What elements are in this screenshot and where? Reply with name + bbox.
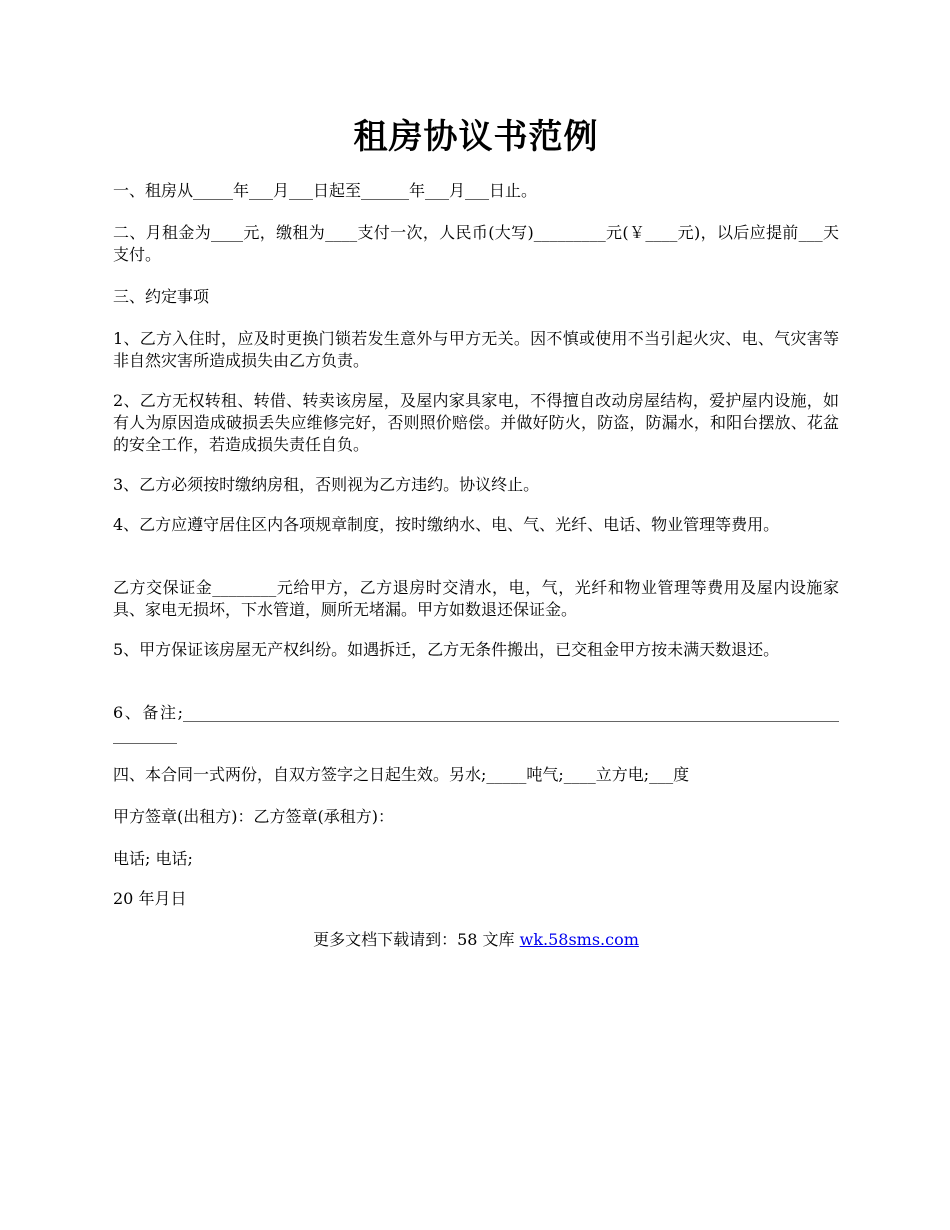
clause-deposit: 乙方交保证金________元给甲方，乙方退房时交清水，电，气，光纤和物业管理等费用及屋内设施家具、家电无损坏，下水管道，厕所无堵漏。甲方如数退还保证金。 bbox=[113, 578, 839, 619]
document-title: 租房协议书范例 bbox=[353, 117, 599, 157]
footer bbox=[113, 929, 839, 951]
clause-item-5: 5、甲方保证该房屋无产权纠纷。如遇拆迁，乙方无条件搬出，已交租金甲方按未满天数退还。 bbox=[113, 640, 780, 659]
clause-item-3: 3、乙方必须按时缴纳房租，否则视为乙方违约。协议终止。 bbox=[113, 475, 540, 494]
clause-item-1: 1、乙方入住时，应及时更换门锁若发生意外与甲方无关。因不慎或使用不当引起火灾、电、气灾害等非自然灾害所造成损失由乙方负责。 bbox=[113, 329, 839, 370]
footer-text: 更多文档下载请到：58 文库 bbox=[313, 930, 520, 949]
clause-item-2: 2、乙方无权转租、转借、转卖该房屋，及屋内家具家电，不得擅自改动房屋结构，爱护屋内设施，如有人为原因造成破损丢失应维修完好，否则照价赔偿。并做好防火，防盗，防漏水，和阳台摆放、花盆的安全工作，若造成损失责任自负。 bbox=[113, 391, 839, 454]
date-line: 20 年月日 bbox=[113, 889, 187, 908]
signature-line: 甲方签章(出租方)：乙方签章(承租方)： bbox=[113, 807, 394, 826]
clause-effective: 四、本合同一式两份，自双方签字之日起生效。另水;_____吨气;____立方电;___度 bbox=[113, 765, 690, 784]
section-heading-agreements: 三、约定事项 bbox=[113, 287, 210, 306]
clause-item-6-remarks: 6、备注;__________________________________________________________________________________________ bbox=[113, 703, 839, 744]
clause-rent-payment: 二、月租金为____元，缴租为____支付一次，人民币(大写)_________元(￥____元)，以后应提前___天支付。 bbox=[113, 223, 839, 264]
clause-item-4: 4、乙方应遵守居住区内各项规章制度，按时缴纳水、电、气、光纤、电话、物业管理等费用。 bbox=[113, 515, 780, 534]
clause-rental-period: 一、租房从_____年___月___日起至______年___月___日止。 bbox=[113, 181, 538, 200]
phone-line: 电话; 电话; bbox=[113, 849, 193, 868]
footer-link[interactable]: wk.58sms.com bbox=[519, 930, 639, 949]
